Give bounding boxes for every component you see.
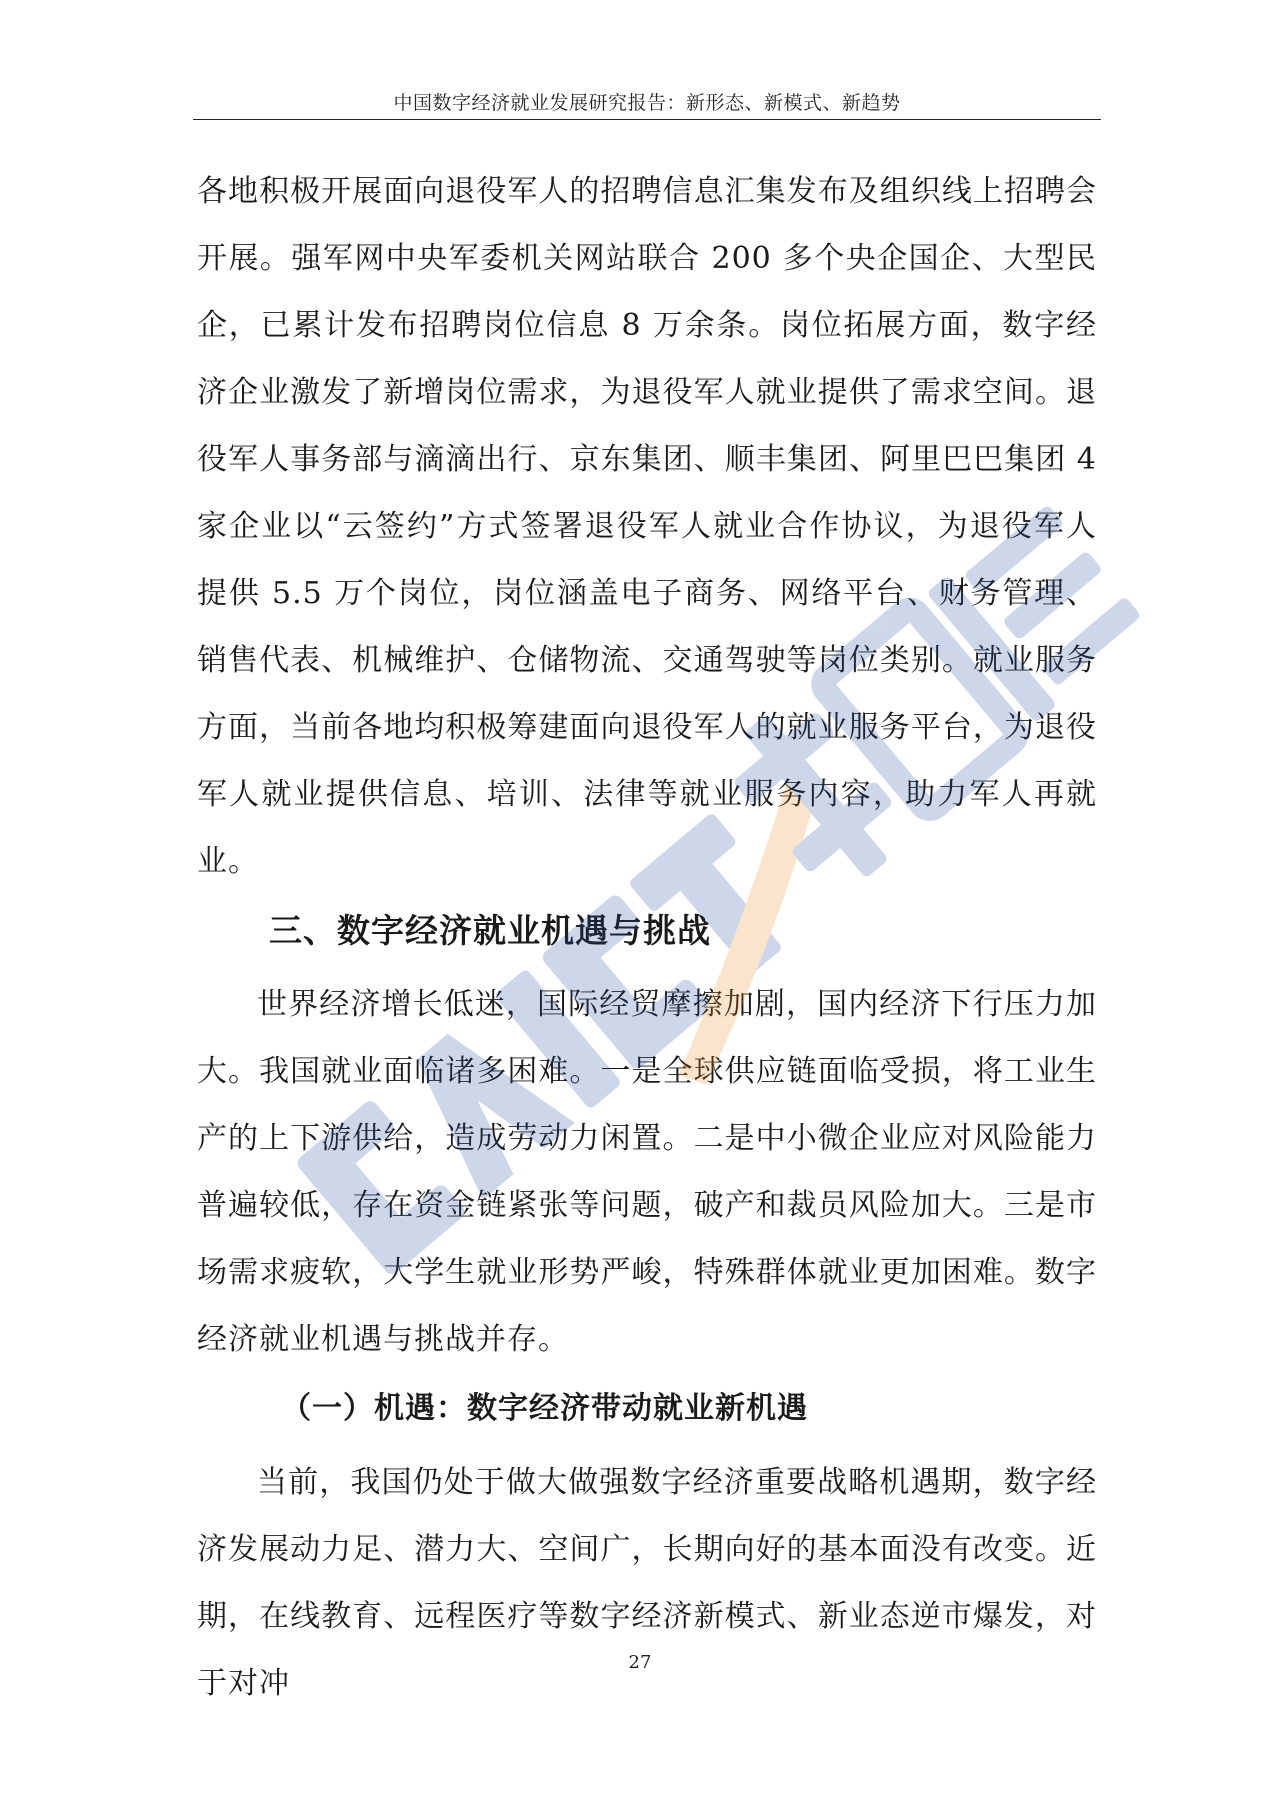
body-paragraph-continued: 各地积极开展面向退役军人的招聘信息汇集发布及组织线上招聘会开展。强军网中央军委机关网站联合 200 多个央企国企、大型民企，已累计发布招聘岗位信息 8 万余条。岗位拓展方面，数字经济企业激发了新增岗位需求，为退役军人就业提供了需求空间。退役军人事务部与滴滴出行、京东集团、顺丰集团、阿里巴巴集团 4 家企业以“云签约”方式签署退役军人就业合作协议，为退役军人提供 5.5 万个岗位，岗位涵盖电子商务、网络平台、财务管理、销售代表、机械维护、仓储物流、交通驾驶等岗位类别。就业服务方面，当前各地均积极筹建面向退役军人的就业服务平台，为退役军人就业提供信息、培训、法律等就业服务内容，助力军人再就业。 — [197, 174, 1097, 879]
subsection-heading: （一）机遇：数字经济带动就业新机遇 — [281, 1391, 808, 1426]
body-paragraph-challenges: 世界经济增长低迷，国际经贸摩擦加剧，国内经济下行压力加大。我国就业面临诸多困难。一是全球供应链面临受损，将工业生产的上下游供给，造成劳动力闲置。二是中小微企业应对风险能力普遍较低，存在资金链紧张等问题，破产和裁员风险加大。三是市场需求疲软，大学生就业形势严峻，特殊群体就业更加困难。数字经济就业机遇与挑战并存。 — [197, 987, 1097, 1357]
section-heading: 三、数字经济就业机遇与挑战 — [269, 911, 711, 950]
page-content — [197, 158, 1097, 1717]
body-paragraph-opportunity: 当前，我国仍处于做大做强数字经济重要战略机遇期，数字经济发展动力足、潜力大、空间广，长期向好的基本面没有改变。近期，在线教育、远程医疗等数字经济新模式、新业态逆市爆发，对于对冲 — [197, 1465, 1097, 1701]
running-header: 中国数字经济就业发展研究报告：新形态、新模式、新趋势 — [393, 92, 901, 114]
page-number: 27 — [628, 1652, 652, 1673]
header-rule — [193, 119, 1101, 120]
